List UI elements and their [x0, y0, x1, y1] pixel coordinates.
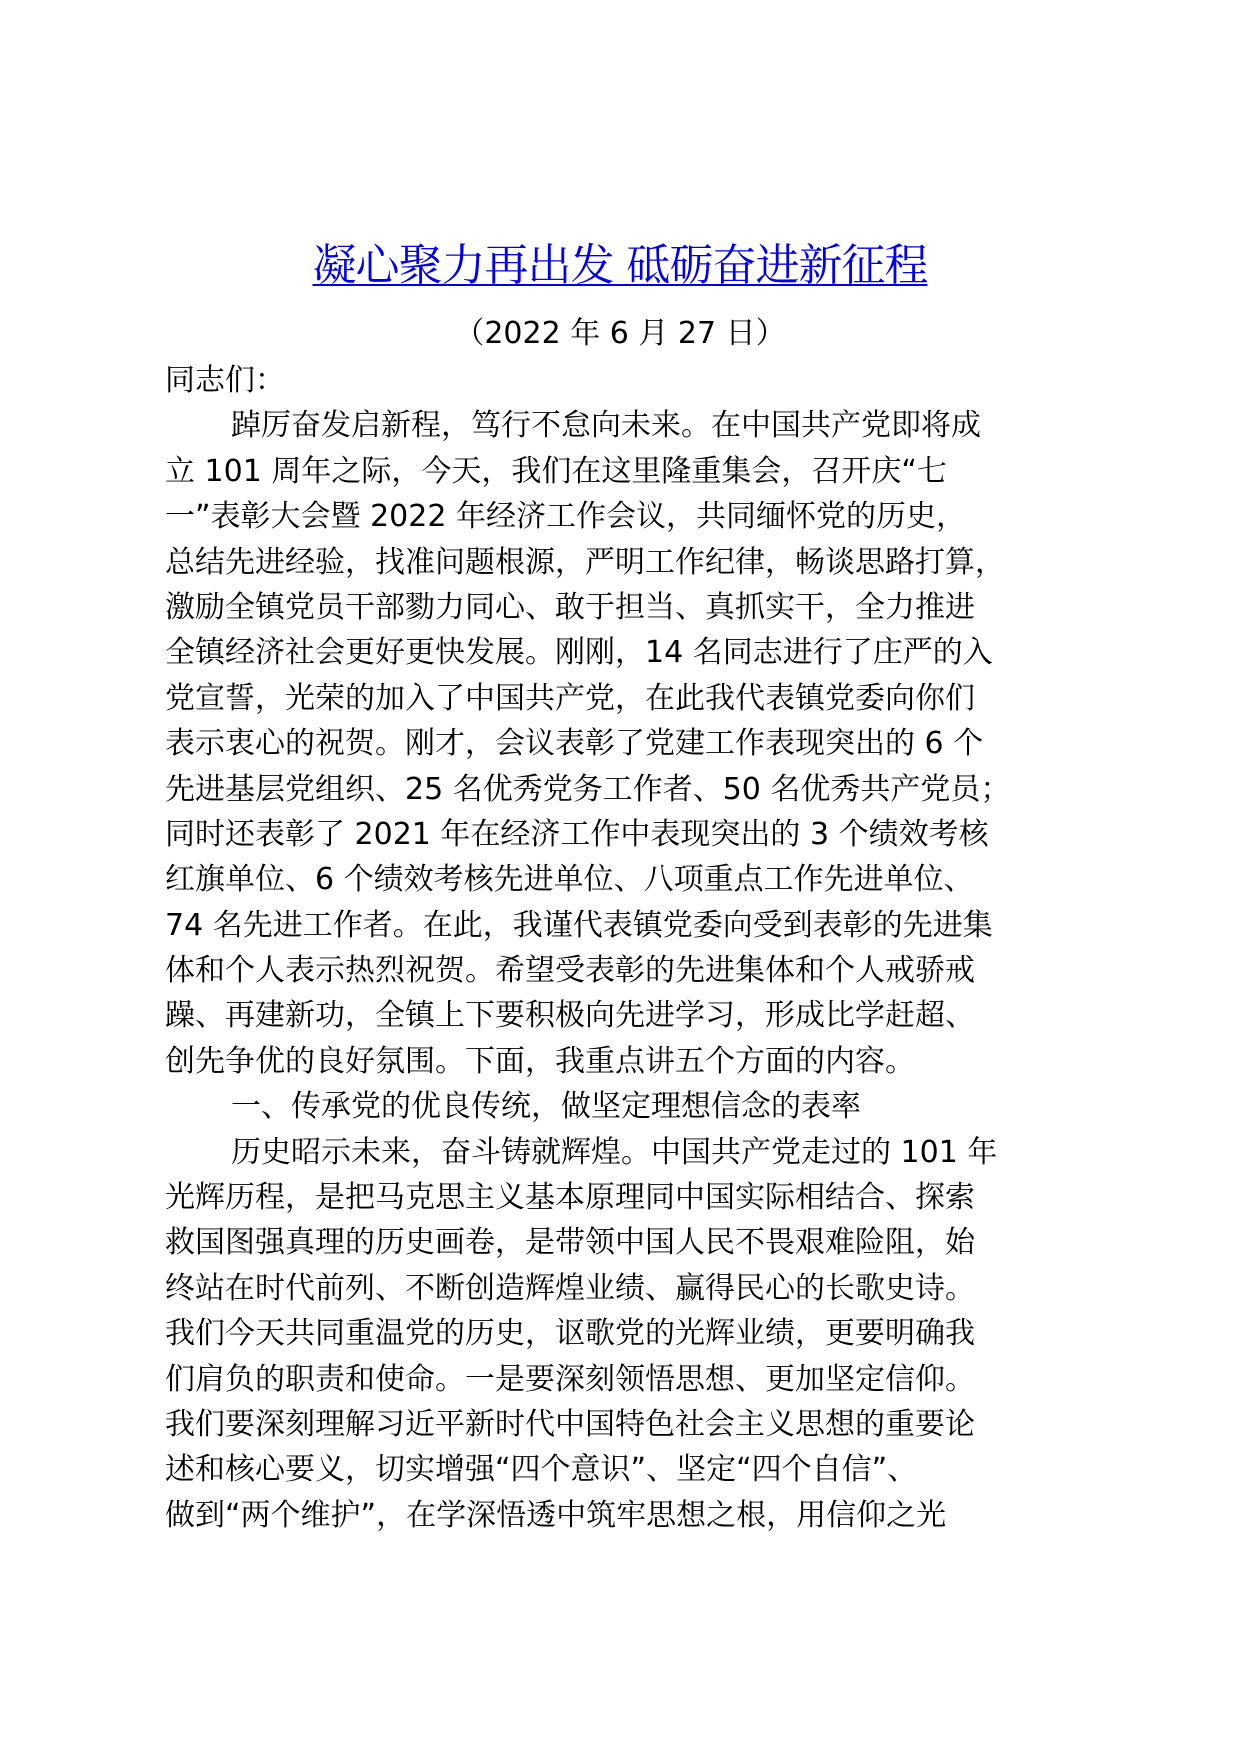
- body-line: 我们今天共同重温党的历史，讴歌党的光辉业绩，更要明确我: [165, 1316, 975, 1352]
- body-line: 党宣誓，光荣的加入了中国共产党，在此我代表镇党委向你们: [165, 680, 975, 716]
- salutation: 同志们：: [165, 363, 285, 398]
- body-line: 历史昭示未来，奋斗铸就辉煌。中国共产党走过的 101 年: [231, 1134, 998, 1170]
- body-line: 一、传承党的优良传统，做坚定理想信念的表率: [231, 1089, 861, 1125]
- body-line: 躁、再建新功，全镇上下要积极向先进学习，形成比学赶超、: [165, 998, 975, 1034]
- body-line: 体和个人表示热烈祝贺。希望受表彰的先进集体和个人戒骄戒: [165, 953, 975, 989]
- body-line: 同时还表彰了 2021 年在经济工作中表现突出的 3 个绩效考核: [165, 816, 989, 852]
- body-line: 终站在时代前列、不断创造辉煌业绩、赢得民心的长歌史诗。: [165, 1270, 975, 1306]
- body-line: 激励全镇党员干部勠力同心、敢于担当、真抓实干，全力推进: [165, 589, 975, 625]
- body-line: 救国图强真理的历史画卷，是带领中国人民不畏艰难险阻，始: [165, 1225, 975, 1261]
- body-line: 总结先进经验，找准问题根源，严明工作纪律，畅谈思路打算，: [165, 544, 1005, 580]
- body-line: 做到“两个维护”，在学深悟透中筑牢思想之根，用信仰之光: [165, 1497, 947, 1533]
- body-line: 们肩负的职责和使命。一是要深刻领悟思想、更加坚定信仰。: [165, 1361, 975, 1397]
- body-line: 踔厉奋发启新程，笃行不怠向未来。在中国共产党即将成: [231, 408, 981, 444]
- body-line: 一”表彰大会暨 2022 年经济工作会议，共同缅怀党的历史，: [165, 499, 966, 535]
- body-line: 创先争优的良好氛围。下面，我重点讲五个方面的内容。: [165, 1043, 915, 1079]
- body-line: 我们要深刻理解习近平新时代中国特色社会主义思想的重要论: [165, 1406, 975, 1442]
- document-date: （2022 年 6 月 27 日）: [454, 316, 786, 351]
- document-body: [165, 358, 1115, 1538]
- title-link[interactable]: 凝心聚力再出发 砥砺奋进新征程: [312, 240, 928, 291]
- body-line: 先进基层党组织、25 名优秀党务工作者、50 名优秀共产党员；: [165, 771, 1011, 807]
- body-line: 74 名先进工作者。在此，我谨代表镇党委向受到表彰的先进集: [165, 907, 993, 943]
- body-line: 光辉历程，是把马克思主义基本原理同中国实际相结合、探索: [165, 1180, 975, 1216]
- body-line: 述和核心要义，切实增强“四个意识”、坚定“四个自信”、: [165, 1452, 918, 1488]
- document-title: [0, 238, 1240, 294]
- body-line: 立 101 周年之际，今天，我们在这里隆重集会，召开庆“七: [165, 453, 947, 489]
- body-line: 红旗单位、6 个绩效考核先进单位、八项重点工作先进单位、: [165, 862, 974, 898]
- body-line: 表示衷心的祝贺。刚才，会议表彰了党建工作表现突出的 6 个: [165, 726, 984, 762]
- body-line: 全镇经济社会更好更快发展。刚刚，14 名同志进行了庄严的入: [165, 635, 993, 671]
